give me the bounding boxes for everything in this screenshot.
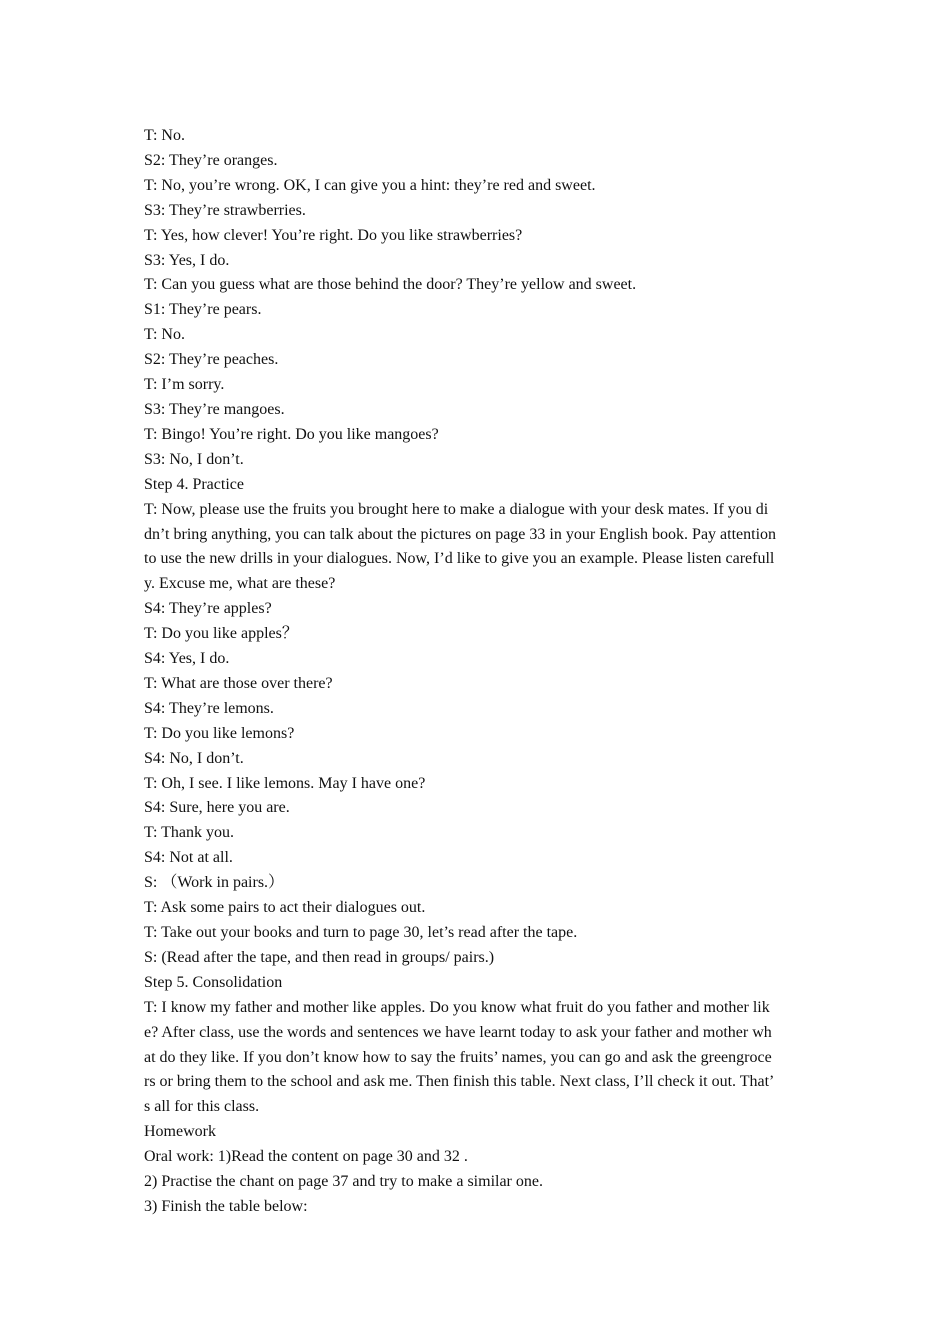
document-body — [144, 124, 808, 1220]
text-line: S3: No, I don’t. — [144, 450, 244, 468]
text-line: S: （Work in pairs.） — [144, 874, 285, 892]
text-line: T: What are those over there? — [144, 674, 333, 692]
text-line: e? After class, use the words and sentences we have learnt today to ask your father and mother wh — [144, 1023, 772, 1041]
text-line: S: (Read after the tape, and then read in groups/ pairs.) — [144, 948, 495, 966]
text-line: S3: They’re strawberries. — [144, 201, 306, 219]
text-line: s all for this class. — [144, 1098, 260, 1116]
text-line: T: I know my father and mother like apples. Do you know what fruit do you father and mother lik — [144, 998, 770, 1016]
text-line: S2: They’re oranges. — [144, 151, 278, 169]
text-line: T: Can you guess what are those behind the door? They’re yellow and sweet. — [144, 276, 637, 294]
text-line: S2: They’re peaches. — [144, 351, 279, 369]
text-line: S3: They’re mangoes. — [144, 400, 285, 418]
text-line: T: Do you like apples？ — [144, 625, 298, 643]
text-line: T: Now, please use the fruits you brought here to make a dialogue with your desk mates. If you di — [144, 500, 769, 518]
text-line: T: Bingo! You’re right. Do you like mangoes? — [144, 425, 439, 443]
text-line: T: I’m sorry. — [144, 376, 225, 394]
text-line: dn’t bring anything, you can talk about the pictures on page 33 in your English book. Pay attention — [144, 525, 777, 543]
text-line: T: Ask some pairs to act their dialogues out. — [144, 899, 426, 917]
text-line: S4: Not at all. — [144, 849, 233, 867]
text-line: T: Do you like lemons? — [144, 724, 295, 742]
text-line: T: No. — [144, 127, 185, 144]
text-line: to use the new drills in your dialogues. Now, I’d like to give you an example. Please listen carefull — [144, 550, 775, 568]
text-line: rs or bring them to the school and ask me. Then finish this table. Next class, I’ll check it out. That’ — [144, 1073, 775, 1091]
text-line: S4: Sure, here you are. — [144, 799, 290, 817]
text-line: at do they like. If you don’t know how to say the fruits’ names, you can go and ask the greengroce — [144, 1048, 772, 1066]
text-line: S4: No, I don’t. — [144, 749, 244, 767]
text-line: 3) Finish the table below: — [144, 1197, 308, 1215]
text-line: T: Oh, I see. I like lemons. May I have one? — [144, 774, 426, 792]
text-line: T: Take out your books and turn to page 30, let’s read after the tape. — [144, 924, 578, 941]
text-line: S4: They’re lemons. — [144, 699, 274, 717]
text-line: Step 4. Practice — [144, 475, 244, 493]
text-line: S4: Yes, I do. — [144, 650, 230, 668]
text-line: Homework — [144, 1123, 216, 1141]
text-line: T: Thank you. — [144, 824, 235, 842]
text-line: 2) Practise the chant on page 37 and try to make a similar one. — [144, 1173, 543, 1191]
text-line: T: No, you’re wrong. OK, I can give you a hint: they’re red and sweet. — [144, 176, 596, 194]
text-line: T: No. — [144, 326, 185, 344]
text-line: S4: They’re apples? — [144, 600, 272, 618]
text-line: S1: They’re pears. — [144, 301, 262, 319]
text-line: S3: Yes, I do. — [144, 251, 230, 269]
text-line: y. Excuse me, what are these? — [144, 575, 336, 593]
text-line: Step 5. Consolidation — [144, 973, 283, 991]
text-line: T: Yes, how clever! You’re right. Do you like strawberries? — [144, 226, 523, 244]
text-line: Oral work: 1)Read the content on page 30 and 32 . — [144, 1148, 468, 1166]
